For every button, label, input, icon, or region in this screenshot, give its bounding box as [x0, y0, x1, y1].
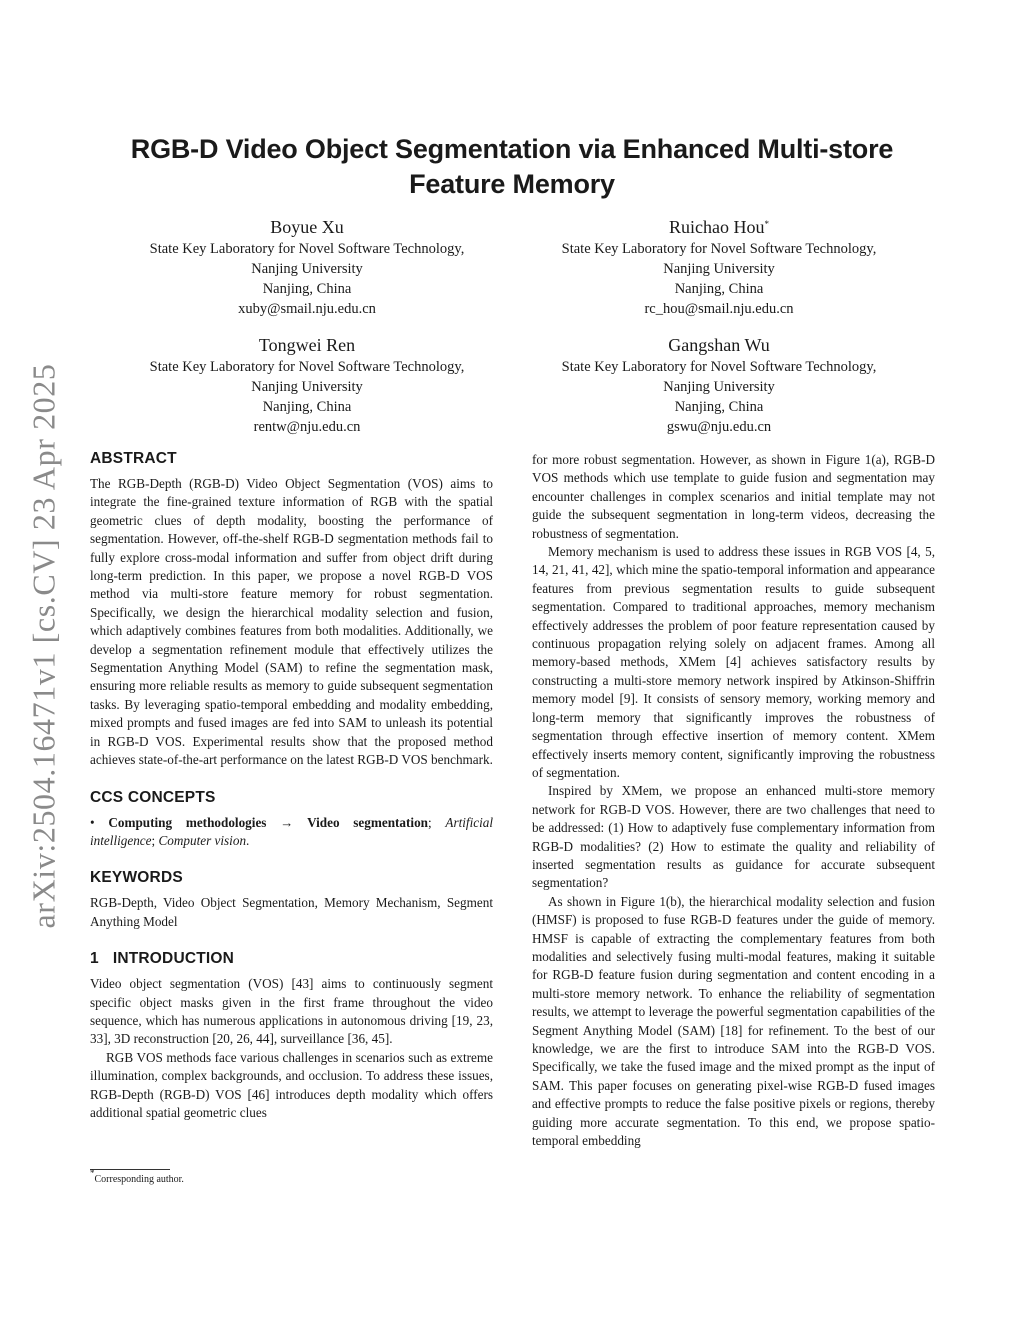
author-university: Nanjing University — [251, 379, 363, 395]
author-block — [519, 215, 919, 319]
section-number: 1 — [90, 950, 99, 968]
intro-paragraph: Inspired by XMem, we propose an enhanced multi-store memory network for RGB-D VOS. However, there are two challenges that need to be addressed: (1) How to adaptively fuse complementary information from RGB-D modalities? (2) How to estimate the quality and reliability of inserted segmentation results as guidance for accurate subsequent segmentation? — [532, 783, 935, 891]
ccs-separator: ; — [151, 832, 159, 848]
ccs-term: Video segmentation — [307, 814, 429, 830]
intro-paragraph: Video object segmentation (VOS) [43] aims to continuously segment specific object masks given in the first frame throughout the video sequence, which has numerous applications in autonomous driving [19, 23, 33], 3D reconstruction [20, 26, 44], surveillance [36, 45]. — [90, 976, 493, 1047]
ccs-arrow: → — [266, 814, 308, 830]
author-location: Nanjing, China — [674, 281, 764, 297]
author-location: Nanjing, China — [262, 281, 352, 297]
ccs-separator: ; — [428, 814, 446, 830]
abstract-text: The RGB-Depth (RGB-D) Video Object Segmentation (VOS) aims to integrate the fine-grained texture information of RGB with the spatial geometric clues of depth modality, boosting the performance of segmentation. However, off-the-shelf RGB-D segmentation methods fail to fully explore cross-modal information and suffer from object drift during long-term prediction. In this paper, we propose a novel RGB-D VOS method via multi-store feature memory for robust segmentation. Specifically, we design the hierarchical modality selection and fusion, which adaptively combines features from both modalities. Additionally, we develop a segmentation refinement module that effectively utilizes the Segmentation Anything Model (SAM) to refine the segmentation mask, ensuring more reliable results as memory to guide subsequent segmentation tasks. By leveraging spatio-temporal embedding and modality embedding, mixed prompts and fused images are fed into SAM to unleash its potential in RGB-D VOS. Experimental results show that the proposed method achieves state-of-the-art performance on the latest RGB-D VOS benchmark. — [90, 476, 493, 768]
author-email[interactable]: gswu@nju.edu.cn — [666, 419, 772, 435]
author-name: Ruichao Hou — [669, 217, 765, 237]
footnote-text: Corresponding author. — [94, 1174, 184, 1185]
author-block — [107, 333, 507, 437]
ccs-heading: CCS CONCEPTS — [90, 788, 216, 806]
keywords-text: RGB-Depth, Video Object Segmentation, Memory Mechanism, Segment Anything Model — [90, 895, 493, 929]
right-column — [532, 451, 935, 1150]
author-name: Boyue Xu — [270, 217, 344, 237]
author-affiliation: State Key Laboratory for Novel Software Technology, — [149, 241, 465, 257]
abstract-heading: ABSTRACT — [90, 450, 177, 467]
bullet-mark: • — [90, 814, 95, 830]
keywords-heading: KEYWORDS — [90, 869, 183, 887]
ccs-concepts — [90, 814, 493, 851]
author-affiliation: State Key Laboratory for Novel Software Technology, — [149, 359, 465, 375]
arxiv-identifier[interactable]: arXiv:2504.16471v1 [cs.CV] 23 Apr 2025 — [25, 363, 62, 929]
ccs-term: Computing methodologies — [108, 814, 267, 830]
footnote-divider — [90, 1169, 170, 1170]
author-affiliation: State Key Laboratory for Novel Software Technology, — [561, 241, 877, 257]
footnote — [90, 1168, 184, 1186]
footnote-marker: * — [90, 1168, 95, 1178]
author-block — [519, 333, 919, 437]
author-university: Nanjing University — [251, 261, 363, 277]
author-email[interactable]: rentw@nju.edu.cn — [253, 419, 361, 435]
left-column — [90, 449, 493, 1122]
author-email[interactable]: xuby@smail.nju.edu.cn — [238, 301, 376, 317]
intro-paragraph: RGB VOS methods face various challenges in scenarios such as extreme illumination, complex backgrounds, and occlusion. To address these issues, RGB-Depth (RGB-D) VOS [46] introduces depth modality which offers additional spatial geometric clues — [90, 1049, 493, 1120]
intro-paragraph: for more robust segmentation. However, as shown in Figure 1(a), RGB-D VOS methods which use template to guide fusion and segmentation may encounter challenges in complex scenarios and initial template may not guide the subsequent segmentation in long-term videos, decreasing the robustness of segmentation. — [532, 452, 935, 541]
author-name: Tongwei Ren — [258, 335, 356, 355]
author-block — [107, 215, 507, 319]
author-name: Gangshan Wu — [668, 335, 770, 355]
intro-paragraph: Memory mechanism is used to address these issues in RGB VOS [4, 5, 14, 21, 41, 42], which mine the spatio-temporal information and appearance features from previous segmentation results to guide subsequent segmentation. Compared to traditional approaches, memory mechanism effectively addresses the problem of poor feature representation caused by continuous propagation relying solely on adjacent frames. Among all memory-based methods, XMem [4] achieves satisfactory results by constructing a multi-store memory network inspired by Atkinson-Shiffrin memory model [9]. It consists of sensory memory, working memory and long-term memory that significantly improves the robustness of segmentation through effective insertion of memory content. XMem effectively inserts memory content, significantly improving the robustness of segmentation. — [532, 544, 935, 780]
corresponding-marker: * — [764, 219, 769, 229]
section-title: INTRODUCTION — [112, 950, 235, 968]
intro-paragraph: As shown in Figure 1(b), the hierarchical modality selection and fusion (HMSF) is proposed to fuse RGB-D features under the guide of memory. HMSF is capable of extracting the complementary features from both modalities and selectively fusing multi-modal features, making it suitable for RGB-D feature fusion during segmentation and content encoding in a multi-store memory network. To enhance the reliability of segmentation results, we attempt to leverage the powerful segmentation capabilities of the Segment Anything Model (SAM) [18] for refinement. To the best of our knowledge, we are the first to introduce SAM into the RGB-D VOS. Specifically, we take the fused image and the mixed prompt as the input of SAM. This paper focuses on generating pixel-wise RGB-D fused images and effective prompts to reduce the false positive pixels or regions, thereby guiding more accurate segmentation. To this end, we propose spatio-temporal embedding — [532, 893, 935, 1149]
ccs-term: Computer vision — [158, 832, 247, 848]
author-name-line — [519, 215, 919, 239]
introduction-heading — [90, 949, 493, 969]
author-location: Nanjing, China — [674, 399, 764, 415]
paper-title: RGB-D Video Object Segmentation via Enhanced Multi-store Feature Memory — [130, 134, 894, 199]
author-university: Nanjing University — [663, 379, 775, 395]
author-email[interactable]: rc_hou@smail.nju.edu.cn — [644, 301, 794, 317]
author-location: Nanjing, China — [262, 399, 352, 415]
ccs-term: Artificial intelligence — [90, 814, 494, 848]
author-university: Nanjing University — [663, 261, 775, 277]
author-affiliation: State Key Laboratory for Novel Software Technology, — [561, 359, 877, 375]
ccs-end: . — [246, 832, 250, 848]
